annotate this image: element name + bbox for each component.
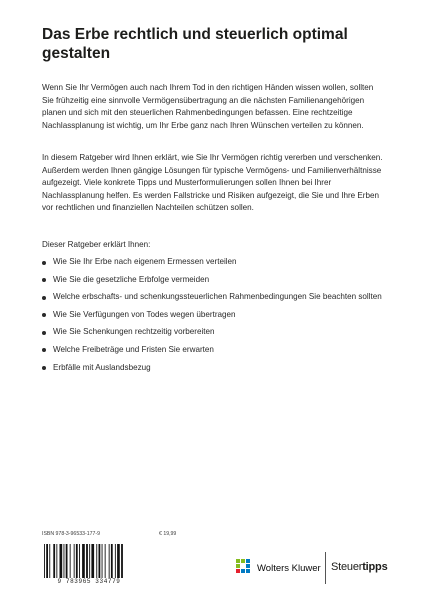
bullet-icon xyxy=(42,331,46,335)
paragraph-intro: Wenn Sie Ihr Vermögen auch nach Ihrem Tod in den richtigen Händen wissen wollen, sollten Sie frühzeitig eine sinnvolle Vermögensübertragung an die nächsten Familienangehörigen planen und sich mit den steuerlichen Rahmenbedingungen befassen. Eine rechtzeitige Nachlassplanung ist wichtig, um Ihr Erbe ganz nach Ihren Wünschen verteilen zu können. xyxy=(42,83,374,130)
paragraph-guide: In diesem Ratgeber wird Ihnen erklärt, wie Sie Ihr Vermögen richtig vererben und verschenken. Außerdem werden Ihnen gängige Lösungen für typische Vermögens- und Familienverhältnisse aufgezeigt. Viele konkrete Tipps und Musterformulierungen sollen Ihnen bei Ihrer Nachlassplanung helfen. Es werden Fallstricke und Risiken aufgezeigt, die Sie und Ihre Erben vor rechtlichen und finanziellen Nachteilen schützen sollen. xyxy=(42,153,383,213)
list-item xyxy=(42,344,387,357)
bullet-icon xyxy=(42,366,46,370)
bullet-icon xyxy=(42,296,46,300)
list-item-text: Wie Sie Ihr Erbe nach eigenem Ermessen verteilen xyxy=(53,257,237,266)
price-label: € 19,99 xyxy=(159,531,177,537)
list-item xyxy=(42,274,387,287)
cover-title: Das Erbe rechtlich und steuerlich optimal gestalten xyxy=(42,26,348,62)
list-item xyxy=(42,256,387,269)
list-item-text: Welche erbschafts- und schenkungssteuerlichen Rahmenbedingungen Sie beachten sollten xyxy=(53,292,382,302)
barcode-number: 9 783965 334779 xyxy=(40,578,138,585)
list-intro: Dieser Ratgeber erklärt Ihnen: xyxy=(42,240,151,249)
topic-list xyxy=(42,256,387,379)
list-item-text: Wie Sie Schenkungen rechtzeitig vorbereiten xyxy=(53,327,215,337)
publisher-name: Wolters Kluwer xyxy=(257,563,321,574)
bullet-icon xyxy=(42,313,46,317)
bullet-icon xyxy=(42,261,46,265)
list-item-text: Wie Sie Verfügungen von Todes wegen übertragen xyxy=(53,309,236,319)
list-item xyxy=(42,326,387,339)
series-name-part1: Steuer xyxy=(331,561,363,573)
wolters-kluwer-mark-icon xyxy=(236,559,250,573)
list-item-text: Erbfälle mit Auslandsbezug xyxy=(53,362,151,372)
bullet-icon xyxy=(42,348,46,352)
series-name xyxy=(331,561,388,573)
list-item xyxy=(42,362,387,375)
list-item xyxy=(42,309,387,322)
list-item xyxy=(42,291,387,304)
bullet-icon xyxy=(42,278,46,282)
logo-divider xyxy=(325,552,326,584)
series-name-part2: tipps xyxy=(362,561,388,573)
list-item-text: Welche Freibeträge und Fristen Sie erwarten xyxy=(53,344,214,354)
isbn-label: ISBN 978-3-96533-177-9 xyxy=(42,531,100,537)
list-item-text: Wie Sie die gesetzliche Erbfolge vermeiden xyxy=(53,274,210,284)
